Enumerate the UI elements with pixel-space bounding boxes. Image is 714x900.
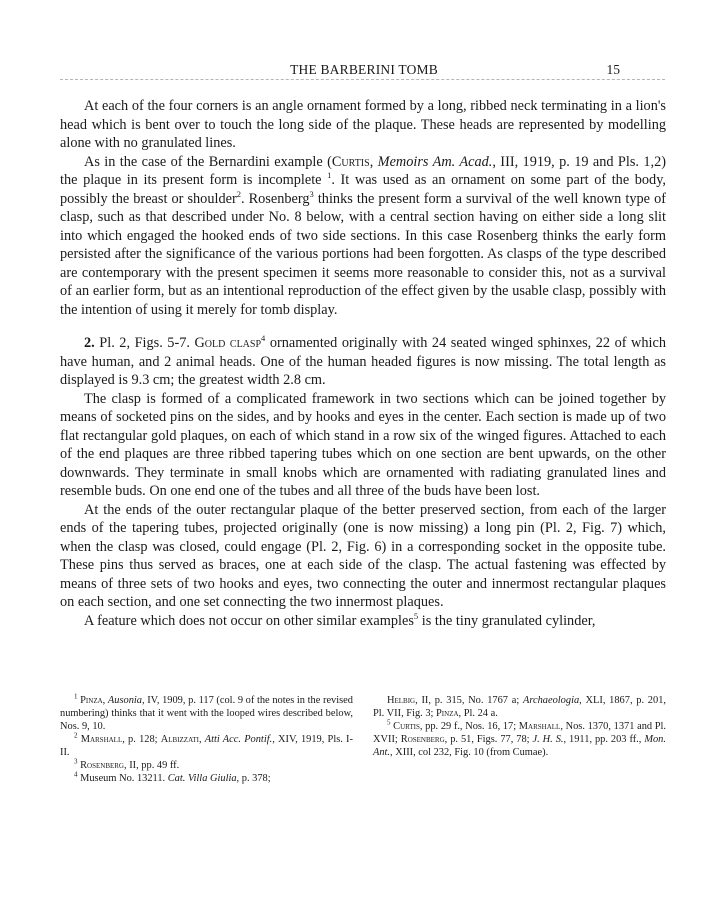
- text-run: Pl. 2, Figs. 5-7.: [94, 335, 195, 351]
- footnote: [60, 772, 353, 785]
- text-run: The clasp is formed of a complicated framework in two sections which can be joined together by means of socketed pins on the sides, and by hooks and eyes in the center. Each section is made up of two flat rectangular gold plaques, on each of which stand in a row six of the winged figures. Attached to each of the end plaques are three ribbed tapering tubes which on one section are bent upwards, on the other downwards. They terminate in small knobs which are ornamented with radiating granulated lines and resemble buds. On one end one of the tubes and all three of the buds have been lost.: [60, 390, 666, 499]
- paragraph: [60, 612, 666, 631]
- text-run: , XIII, col 232, Fig. 10 (from Cumae).: [390, 747, 549, 758]
- text-run: , p. 128;: [122, 734, 161, 745]
- paragraph: [60, 153, 666, 320]
- italic-text: Memoirs Am. Acad.: [377, 153, 493, 170]
- text-run: Museum No. 13211.: [77, 773, 168, 784]
- text-run: , p. 378;: [236, 773, 271, 784]
- paragraph: [60, 97, 666, 153]
- small-caps-text: Rosenberg: [80, 760, 124, 771]
- footnote-ref: 2: [236, 188, 241, 199]
- small-caps-text: Marshall: [518, 721, 561, 732]
- text-run: , pp. 29 f., Nos. 16, 17;: [419, 721, 519, 732]
- text-run: ,: [102, 695, 108, 706]
- text-run: . Rosenberg: [240, 190, 310, 207]
- text-run: , IV, 1909, p. 117 (col. 9 of the notes in the revised numbering) thinks that it went with the looped wires described below, Nos. 9, 10.: [60, 695, 353, 732]
- small-caps-text: Curtis: [393, 721, 420, 732]
- catalogue-entry-2: [60, 334, 666, 390]
- text-run: , Pl. 24 a.: [458, 708, 498, 719]
- text-run: , XLI, 1867, p. 201, Pl. VII, Fig. 3;: [373, 695, 666, 719]
- small-caps-text: Helbig: [387, 695, 416, 706]
- text-run: , Nos. 1370, 1371 and Pl. XVII;: [373, 721, 667, 745]
- text-run: A feature which does not occur on other similar examples: [84, 612, 414, 629]
- body-text: [60, 97, 666, 630]
- text-run: At the ends of the outer rectangular plaque of the better preserved section, from each of the larger ends of the tapering tubes, projected originally (one is now missing) a long pin (Pl. 2, Fig. 7) which, when the clasp was closed, could engage (Pl. 2, Fig. 6) in a corresponding socket in the opposite tube. These pins thus served as braces, one at each side of the clasp. The actual fastening was effected by means of three sets of two hooks and eyes, two connecting the outer and innermost rectangular plaques on each section, and one set connecting the two innermost plaques.: [60, 501, 666, 610]
- footnotes-left-column: [60, 694, 353, 785]
- footnote-ref: 1: [74, 692, 78, 701]
- footnote: [60, 733, 353, 759]
- footnote-ref: 1: [327, 170, 332, 181]
- text-run: ,: [198, 734, 205, 745]
- text-run: , XIV, 1919, Pls. I-II.: [60, 734, 353, 758]
- text-run: At each of the four corners is an angle ornament formed by a long, ribbed neck terminating in a lion's head which is bent over to touch the long side of the plaque. These heads are represented by modelling alone with no granulated lines.: [60, 98, 666, 151]
- text-run: is the tiny granulated cylinder,: [418, 612, 596, 629]
- small-caps-text: Pinza: [436, 708, 459, 719]
- paragraph: [60, 501, 666, 612]
- italic-text: Ausonia: [107, 695, 142, 706]
- small-caps-text: Pinza: [80, 695, 103, 706]
- italic-text: Cat. Villa Giulia: [167, 773, 237, 784]
- footnote-ref: 5: [387, 718, 391, 727]
- footnotes: [60, 694, 666, 785]
- text-run: , III, 1919, p. 19 and Pls. 1,2) the plaque in its present form is incomplete: [60, 153, 666, 188]
- header-rule: [60, 79, 665, 80]
- text-run: . It was used as an ornament on some part of the body, possibly the breast or shoulder: [60, 172, 666, 207]
- text-run: ornamented originally with 24 seated winged sphinxes, 22 of which have human, and 2 animal heads. One of the human headed figures is now missing. The total length as displayed is 9.3 cm; the greatest width 2.8 cm.: [60, 335, 666, 388]
- small-caps-text: Gold clasp: [194, 335, 262, 351]
- running-title: THE BARBERINI TOMB: [290, 62, 438, 77]
- footnote-ref: 2: [74, 731, 78, 740]
- paragraph: [60, 390, 666, 501]
- text-run: , II, p. 315, No. 1767 a;: [415, 695, 523, 706]
- footnote: [60, 694, 353, 733]
- footnote-ref: 4: [261, 333, 266, 344]
- page-number: 15: [606, 62, 620, 77]
- footnote-ref: 3: [74, 757, 78, 766]
- italic-text: Mon. Ant.: [373, 734, 666, 758]
- footnote-ref: 4: [74, 770, 78, 779]
- text-run: , II, pp. 49 ff.: [124, 760, 180, 771]
- text-run: , p. 51, Figs. 77, 78;: [444, 734, 533, 745]
- text-run: , 1911, pp. 203 ff.,: [563, 734, 645, 745]
- italic-text: Atti Acc. Pontif.: [204, 734, 273, 745]
- text-run: ,: [369, 153, 378, 170]
- footnote-continuation: [373, 694, 666, 720]
- text-run: As in the case of the Bernardini example (: [84, 153, 332, 170]
- footnote: [60, 759, 353, 772]
- small-caps-text: Albizzati: [160, 734, 199, 745]
- running-head: [60, 62, 668, 80]
- small-caps-text: Rosenberg: [400, 734, 445, 745]
- italic-text: Archaeologia: [522, 695, 580, 706]
- small-caps-text: Marshall: [80, 734, 123, 745]
- italic-text: J. H. S.: [532, 734, 564, 745]
- footnote-ref: 3: [309, 188, 314, 199]
- footnote-ref: 5: [413, 610, 419, 621]
- footnotes-right-column: [373, 694, 666, 785]
- footnote: [373, 720, 666, 759]
- small-caps-text: Curtis: [331, 153, 370, 170]
- text-run: thinks the present form a survival of the well known type of clasp, such as that described under No. 8 below, with a central section having on either side a long slit into which engaged the hooked ends of two side sections. In this case Rosenberg thinks the early form persisted after the significance of the various portions had been forgotten. As clasps of the type described are contemporary with the present specimen it seems more reasonable to consider this, not as a survival of an earlier form, but as an intentional reproduction of the effect given by the usable clasp, possibly with the intention of using it merely for tomb display.: [60, 190, 666, 318]
- entry-number: 2.: [84, 335, 95, 351]
